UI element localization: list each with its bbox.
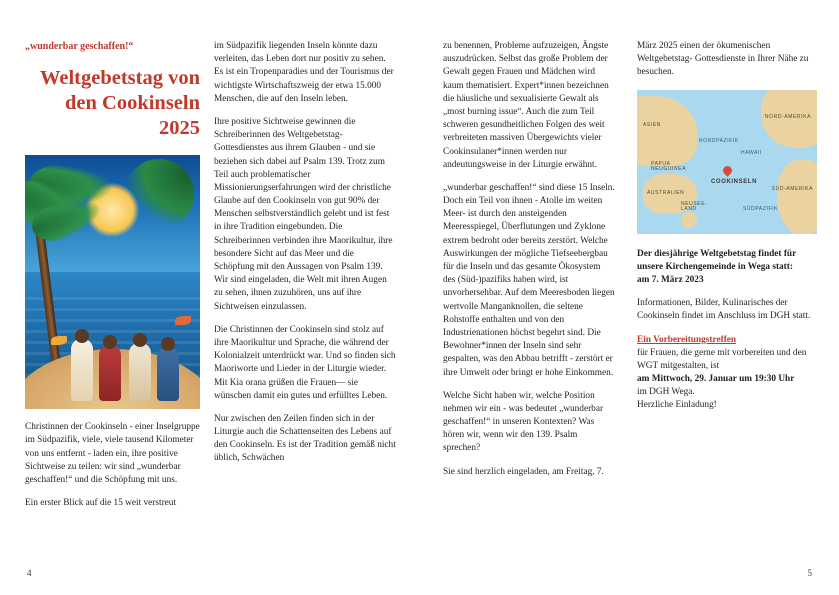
body-paragraph: Informationen, Bilder, Kulinarisches der Cookinseln findet im Anschluss im DGH statt. bbox=[637, 298, 811, 322]
highlight-line-2: unsere Kirchengemeinde in Wega statt: bbox=[637, 261, 793, 272]
body-paragraph: „wunderbar geschaffen!“ sind diese 15 Inseln. Doch ein Teil von ihnen - Atolle im weiten Meer- ist durch den ansteigenden Meeresspiegel, Überflutungen und Zyklone extrem bedroht oder bereits zerstört. Welche Auswirkungen der mögliche Tiefseebergbau für die Inseln und das gesamte Ökosystem des (Süd-)pazifiks haben wird, ist unvorhersehbar. Auf dem Meeresboden liegen wertvolle Manganknollen, die seltene Rohstoffe enthalten und von den Industrienationen höchst begehrt sind. Die Bewohner*innen der Inseln sind sehr gespalten, was den Abbau betrifft - zerstört er ihre Umwelt oder bringt er hohe Einkommen. bbox=[443, 182, 615, 378]
column-three bbox=[443, 40, 615, 489]
body-paragraph: Nur zwischen den Zeilen finden sich in der Liturgie auch die Schattenseiten des Lebens auf den Cookinseln. Es ist der Tradition gemäß nicht üblich, Schwächen bbox=[214, 413, 396, 464]
highlight-line-3: am 7. März 2023 bbox=[637, 274, 704, 285]
body-paragraph: März 2025 einen der ökumenischen Weltgebetstag- Gottesdienste in Ihrer Nähe zu besuchen. bbox=[637, 41, 809, 78]
pacific-map bbox=[637, 90, 817, 234]
body-paragraph: Ihre positive Sichtweise gewinnen die Schreiberinnen des Weltgebetstag-Gottesdienstes aus ihrem Glauben - und sie beziehen sich dabei auf Psalm 139. Trotz zum Teil auch problematischer Missionierungserfahrungen wird der christliche Glaube auf den Cookinseln von gut 90% der Menschen selbstverständlich gelebt und ist fest in ihre Tradition eingebunden. Die Schreiberinnen verbinden ihre Maorikultur, ihre besondere Sicht auf das Meer und die Schöpfung mit den Aussagen von Psalm 139. Wir sind eingeladen, die Welt mit ihren Augen zu sehen, ihnen zuzuhören, uns auf ihre Sichtweisen einzulassen. bbox=[214, 116, 393, 312]
map-pin-icon bbox=[721, 164, 734, 177]
map-label-suedpazifik: SÜDPAZIFIK bbox=[743, 205, 779, 212]
body-paragraph: im Südpazifik liegenden Inseln könnte dazu verleiten, das Leben dort nur positiv zu sehen. Es ist ein Tropenparadies und der Tourismus der wichtigste Wirtschaftszweig der etwa 15.000 Menschen, die auf den Inseln leben. bbox=[214, 41, 394, 104]
preparation-meeting-block bbox=[637, 334, 817, 413]
body-paragraph: Christinnen der Cookinseln - einer Inselgruppe im Südpazifik, viele, viele tausend Kilometer von uns entfernt - laden ein, ihre positive Sichtweise zu teilen: wir sind „wunderbar geschaffen!“ und die Schöpfung mit uns. bbox=[25, 422, 200, 485]
body-paragraph: Ein erster Blick auf die 15 weit verstreut bbox=[25, 498, 177, 509]
figure bbox=[71, 339, 93, 401]
closing-line: Herzliche Einladung! bbox=[637, 400, 717, 411]
map-label-australien: AUSTRALIEN bbox=[647, 189, 685, 196]
map-landmass-south-america bbox=[777, 160, 817, 234]
article-kicker: „wunderbar geschaffen!“ bbox=[25, 41, 134, 52]
map-landmass-new-zealand bbox=[681, 212, 697, 228]
map-label-neuseeland: NEUSEE-LAND bbox=[681, 200, 708, 213]
figure bbox=[99, 345, 121, 401]
map-label-nordpazifik: NORDPAZIFIK bbox=[699, 137, 739, 144]
palm-foliage-right bbox=[124, 159, 194, 229]
page-title: Weltgebetstag von den Cookinseln 2025 bbox=[40, 67, 200, 140]
body-text: für Frauen, die gerne mit vorbereiten und den WGT mitgestalten, ist bbox=[637, 347, 807, 371]
highlight-line-1: Der diesjährige Weltgebetstag findet für bbox=[637, 248, 797, 259]
column-two bbox=[214, 40, 396, 476]
cook-islands-illustration bbox=[25, 155, 200, 409]
map-label-asien: ASIEN bbox=[643, 121, 662, 128]
page-number-right: 5 bbox=[807, 568, 812, 578]
meeting-datetime: am Mittwoch, 29. Januar um 19:30 Uhr bbox=[637, 374, 795, 385]
meeting-location: im DGH Wega. bbox=[637, 387, 695, 398]
highlight-event bbox=[637, 248, 817, 288]
figure bbox=[129, 343, 151, 401]
body-paragraph: Die Christinnen der Cookinseln sind stolz auf ihre Maorikultur und Sprache, die während der Kolonialzeit unterdrückt war. Und so finden sich Maoriworte und Lieder in der Liturgie wieder. Mit Kia orana grüßen die Frauen— sie wünschen damit ein gutes und erfülltes Leben. bbox=[214, 324, 396, 401]
map-label-papua-neuguinea: PAPUA NEUGUINEA bbox=[651, 160, 687, 173]
map-landmass-asia bbox=[637, 96, 697, 166]
body-paragraph: Welche Sicht haben wir, welche Position nehmen wir ein - was bedeutet „wunderbar geschaffen!“ in unseren Kontexten? Was hören wir, wenn wir den 139. Psalm sprechen? bbox=[443, 390, 604, 454]
body-paragraph: zu benennen, Probleme aufzuzeigen, Ängste auszudrücken. Selbst das große Problem der Gewalt gegen Frauen und Mädchen wird kaum thematisiert. Expert*innen bezeichnen die häusliche und sexualisierte Gewalt als „most burning issue“. Auch die zum Teil schweren gesundheitlichen Folgen des weit verbreiteten massiven Übergewichts vieler Cookinsulaner*innen werden nur andeutungsweise in der Liturgie erwähnt. bbox=[443, 41, 609, 170]
map-label-suedamerika: SÜD-AMERIKA bbox=[771, 185, 813, 192]
map-label-hawaii: HAWAII bbox=[741, 149, 763, 156]
map-pin-label: COOKINSELN bbox=[711, 178, 758, 185]
page-number-left: 4 bbox=[27, 568, 32, 578]
section-heading: Ein Vorbereitungstreffen bbox=[637, 334, 737, 345]
figure bbox=[157, 347, 179, 401]
column-one bbox=[25, 40, 200, 520]
map-label-nordamerika: NORD-AMERIKA bbox=[764, 113, 811, 120]
column-four bbox=[637, 40, 817, 423]
body-paragraph: Sie sind herzlich eingeladen, am Freitag, 7. bbox=[443, 466, 604, 477]
